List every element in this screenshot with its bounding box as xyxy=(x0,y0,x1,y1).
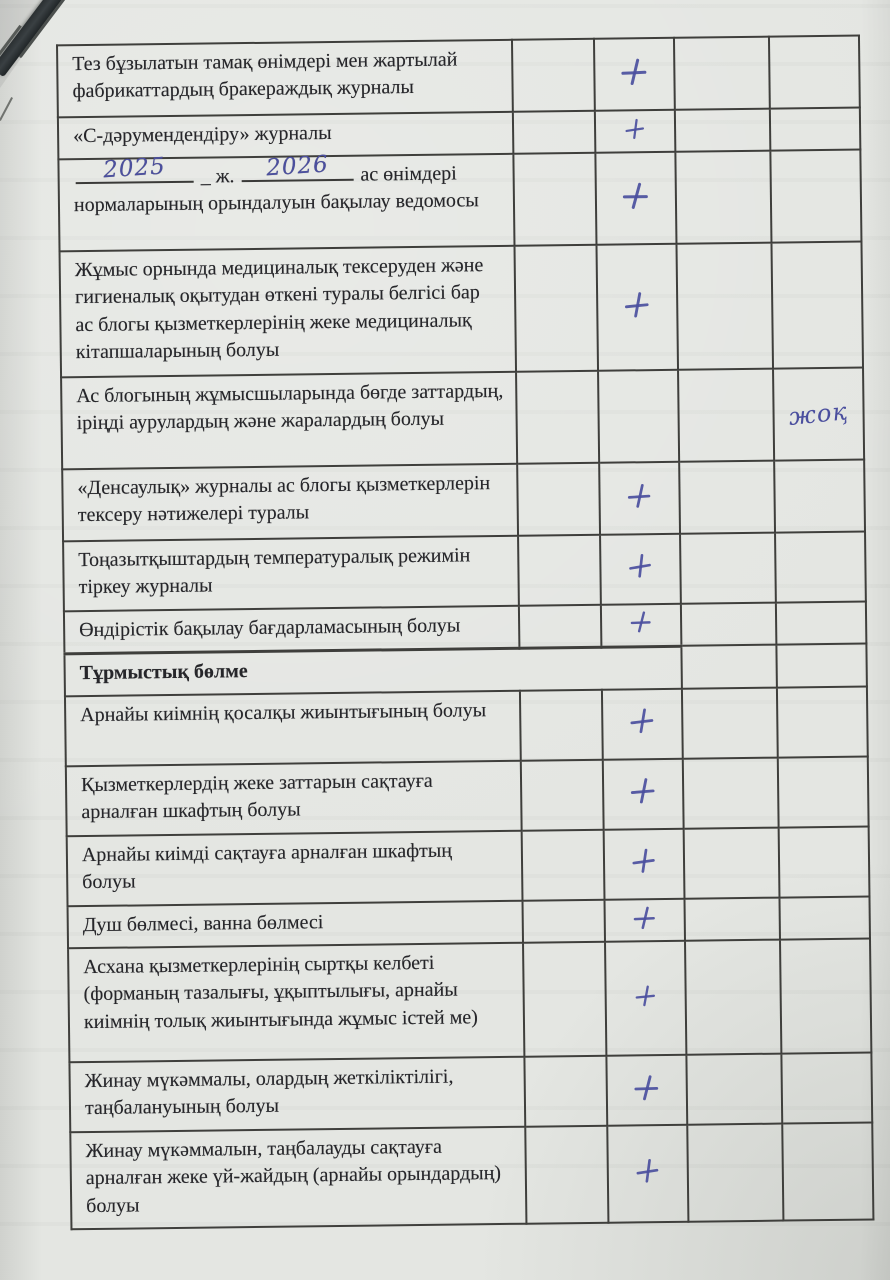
check-cell xyxy=(779,896,870,939)
check-cell xyxy=(513,111,596,154)
item-text-cell: Арнайы киімді сақтауға арналған шкафтың болуы xyxy=(67,831,523,907)
plus-mark xyxy=(635,985,656,1007)
table-row xyxy=(57,36,860,118)
check-cell xyxy=(605,941,686,1056)
plus-mark xyxy=(628,553,653,580)
check-cell xyxy=(781,1053,872,1124)
table-row xyxy=(58,150,861,252)
check-cell xyxy=(683,758,779,829)
check-cell xyxy=(512,39,595,112)
plus-mark xyxy=(628,483,652,508)
plus-mark xyxy=(633,906,656,930)
section-title-cell: Тұрмыстық бөлме xyxy=(64,646,681,696)
plus-mark xyxy=(634,1074,660,1102)
check-cell xyxy=(684,828,780,899)
table-row xyxy=(65,686,868,766)
check-cell xyxy=(525,1126,608,1224)
check-cell xyxy=(600,534,681,604)
table-row xyxy=(62,460,865,542)
check-cell xyxy=(779,826,870,897)
checklist-body xyxy=(57,36,873,1229)
item-text-cell: Душ бөлмесі, ванна бөлмесі xyxy=(68,901,523,949)
check-cell xyxy=(595,110,676,153)
check-cell xyxy=(680,533,776,604)
check-cell xyxy=(674,37,770,110)
check-cell xyxy=(682,688,778,759)
check-cell xyxy=(518,535,601,605)
check-cell xyxy=(599,462,680,535)
check-cell xyxy=(676,243,773,370)
check-cell xyxy=(776,644,867,688)
check-cell xyxy=(524,1056,607,1127)
table-row xyxy=(63,532,866,611)
check-cell xyxy=(604,829,685,900)
check-cell xyxy=(594,38,675,111)
printed-text: _ ж. xyxy=(195,165,240,188)
check-cell xyxy=(769,36,860,109)
check-cell xyxy=(604,899,685,942)
check-cell xyxy=(595,152,676,245)
table-row xyxy=(60,242,863,378)
check-cell xyxy=(687,1124,783,1222)
check-cell xyxy=(685,940,781,1055)
check-cell xyxy=(776,601,867,645)
check-cell xyxy=(773,368,864,461)
item-text-cell: «Денсаулық» журналы ас блогы қызметкерлерін тексеру нәтижелері туралы xyxy=(62,464,518,542)
item-text-cell: Жинау мүкәммалын, таңбалауды сақтауға арналған жеке үй-жайдың (арнайы орындардың) болуы xyxy=(70,1127,526,1229)
check-cell xyxy=(516,371,599,464)
check-cell xyxy=(684,898,780,941)
check-cell xyxy=(607,1125,688,1223)
table-row xyxy=(70,1123,873,1229)
handwritten-year: 2026 xyxy=(265,151,330,182)
item-text-cell: Тез бұзылатын тамақ өнімдері мен жартылай фабрикаттардың бракераждық журналы xyxy=(57,40,513,118)
check-cell xyxy=(774,460,865,533)
check-cell xyxy=(606,1055,687,1126)
item-text-cell: Өндірістік бақылау бағдарламасының болуы xyxy=(64,605,519,653)
checklist-sheet xyxy=(56,35,874,1230)
check-cell xyxy=(598,370,679,463)
handwritten-year: 2025 xyxy=(102,153,167,184)
item-text-cell xyxy=(58,151,514,252)
plus-mark xyxy=(624,291,649,318)
blank-line xyxy=(76,153,194,184)
plus-mark xyxy=(622,181,650,210)
check-cell xyxy=(771,242,863,369)
check-cell xyxy=(522,830,605,901)
table-row xyxy=(66,756,869,836)
check-cell xyxy=(775,532,866,602)
check-cell xyxy=(514,245,598,372)
item-text-cell: Ас блогының жұмысшыларында бөгде заттардың, іріңді аурулардың және жаралардың болуы xyxy=(61,372,517,470)
item-text-cell: Жұмыс орнында медициналық тексеруден және гигиеналық оқытудан өткені туралы белгісі бар ас блогы қызметкерлерінің жеке медициналық кітапшаларының болуы xyxy=(60,246,517,378)
item-text-cell: Арнайы киімнің қосалқы жиынтығының болуы xyxy=(65,691,521,767)
printed-text: ас өнімдері нормаларының орындалуын бақылау ведомосы xyxy=(73,162,479,217)
check-cell xyxy=(782,1123,873,1221)
check-cell xyxy=(513,153,596,246)
plus-mark xyxy=(635,1158,660,1184)
plus-mark xyxy=(630,611,652,634)
item-text-cell: Жинау мүкәммалы, олардың жеткіліктілігі, таңбалануының болуы xyxy=(69,1057,525,1133)
check-cell xyxy=(517,463,600,536)
table-row xyxy=(67,826,870,906)
blank-line xyxy=(241,151,353,182)
plus-mark xyxy=(621,58,648,87)
check-cell xyxy=(521,760,604,831)
check-cell xyxy=(686,1054,782,1125)
item-text-cell: «С-дәрумендендіру» журналы xyxy=(58,112,513,160)
check-cell xyxy=(523,942,606,1057)
check-cell xyxy=(596,244,678,371)
item-text-cell: Асхана қызметкерлерінің сыртқы келбеті (форманың тазалығы, ұқыптылығы, арнайы киімнің толық жиынтығында жұмыс істей ме) xyxy=(68,943,524,1063)
check-cell xyxy=(675,151,771,244)
checklist-table xyxy=(56,35,874,1230)
table-row xyxy=(61,368,864,470)
check-cell xyxy=(520,690,603,761)
check-cell xyxy=(602,689,683,760)
check-cell xyxy=(770,108,861,151)
plus-mark xyxy=(630,708,655,735)
handwritten-note: жоқ xyxy=(787,397,850,432)
check-cell xyxy=(681,602,777,646)
check-cell xyxy=(777,686,868,757)
item-text-cell: Тоңазытқыштардың температуралық режимін тіркеу журналы xyxy=(63,536,519,611)
plus-mark xyxy=(631,778,656,805)
check-cell xyxy=(679,461,775,534)
item-text-cell: Қызметкерлердің жеке заттарын сақтауға арналған шкафтың болуы xyxy=(66,761,522,837)
check-cell xyxy=(681,645,777,689)
check-cell xyxy=(780,939,871,1054)
check-cell xyxy=(519,604,602,648)
plus-mark xyxy=(632,848,657,875)
check-cell xyxy=(603,759,684,830)
table-row xyxy=(68,939,871,1063)
check-cell xyxy=(675,109,771,152)
check-cell xyxy=(778,756,869,827)
check-cell xyxy=(601,603,682,647)
plus-mark xyxy=(625,118,646,141)
check-cell xyxy=(522,900,605,943)
table-row xyxy=(69,1053,872,1133)
check-cell xyxy=(678,369,774,462)
check-cell xyxy=(770,150,861,243)
